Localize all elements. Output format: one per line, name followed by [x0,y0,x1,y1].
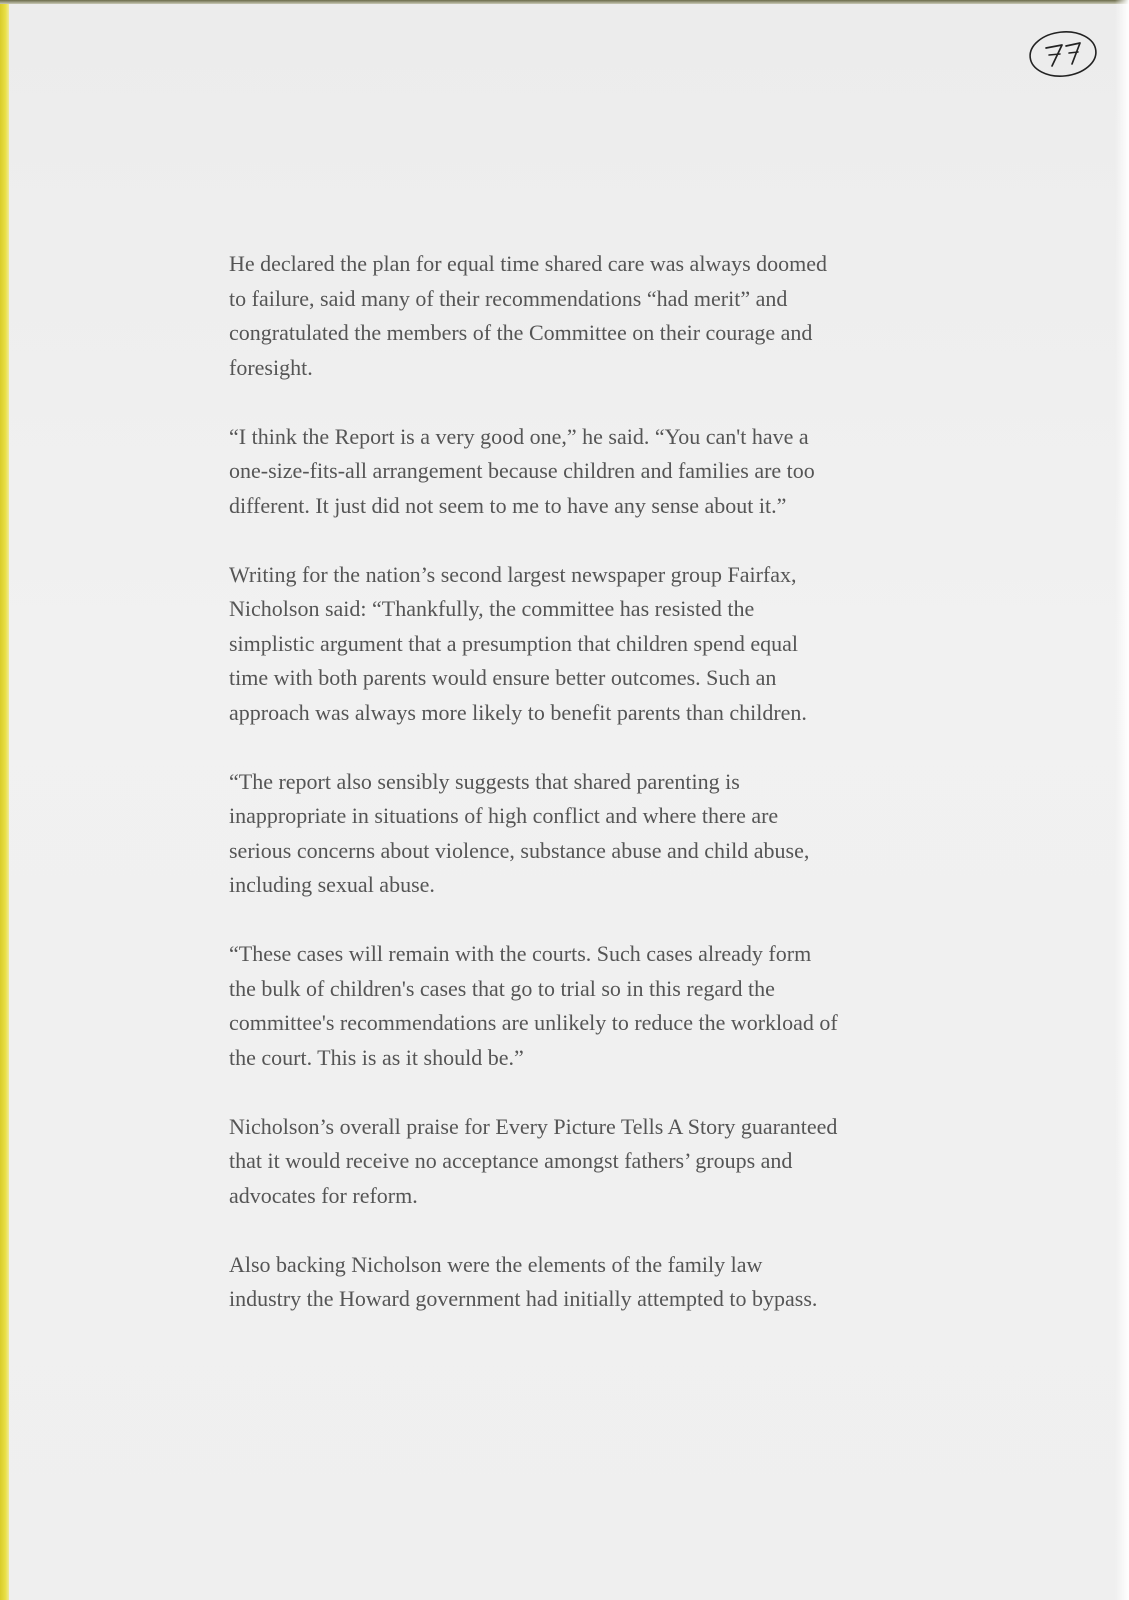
text-line: congratulated the members of the Committee on their courage and [229,320,813,345]
text-line: Also backing Nicholson were the elements of the family law [229,1251,763,1277]
text-line: inappropriate in situations of high conflict and where there are [229,803,779,828]
text-line: industry the Howard government had initially attempted to bypass. [229,1286,818,1311]
yellow-binding-edge [0,0,9,1600]
top-scan-edge [0,0,1129,4]
text-line: committee's recommendations are unlikely to reduce the workload of [229,1010,838,1035]
document-body [229,247,929,1351]
paragraph-every-picture [229,1110,929,1214]
text-line: different. It just did not seem to me to have any sense about it.” [229,492,787,518]
paragraph-family-law-industry [229,1248,929,1317]
handwritten-page-number [1028,28,1098,80]
circled-page-number-icon [1028,28,1098,80]
text-line: time with both parents would ensure better outcomes. Such an [229,665,777,690]
text-line: advocates for reform. [229,1182,418,1208]
paragraph-fairfax [229,558,929,731]
text-line: approach was always more likely to benefit parents than children. [229,699,807,725]
text-line: Nicholson said: “Thankfully, the committee has resisted the [229,596,755,621]
text-line: “I think the Report is a very good one,” he said. “You can't have a [229,423,809,449]
text-line: to failure, said many of their recommendations “had merit” and [229,285,788,311]
text-line: the court. This is as it should be.” [229,1044,524,1070]
right-scan-edge [1115,0,1129,1600]
text-line: “These cases will remain with the courts. Such cases already form [229,941,812,966]
text-line: simplistic argument that a presumption that children spend equal [229,630,799,656]
paragraph-courts [229,937,929,1075]
text-line: “The report also sensibly suggests that shared parenting is [229,768,740,794]
paragraph-equal-time-doomed [229,247,929,385]
text-line: serious concerns about violence, substance abuse and child abuse, [229,837,810,863]
paragraph-report-quote [229,420,929,524]
text-line: including sexual abuse. [229,872,435,897]
paragraph-shared-parenting [229,765,929,903]
text-line: Writing for the nation’s second largest newspaper group Fairfax, [229,561,797,587]
text-line: Nicholson’s overall praise for Every Picture Tells A Story guaranteed [229,1113,838,1139]
text-line: one-size-fits-all arrangement because children and families are too [229,458,815,483]
text-line: that it would receive no acceptance amongst fathers’ groups and [229,1148,793,1173]
text-line: He declared the plan for equal time shared care was always doomed [229,251,828,276]
text-line: foresight. [229,354,313,380]
text-line: the bulk of children's cases that go to trial so in this regard the [229,975,775,1001]
